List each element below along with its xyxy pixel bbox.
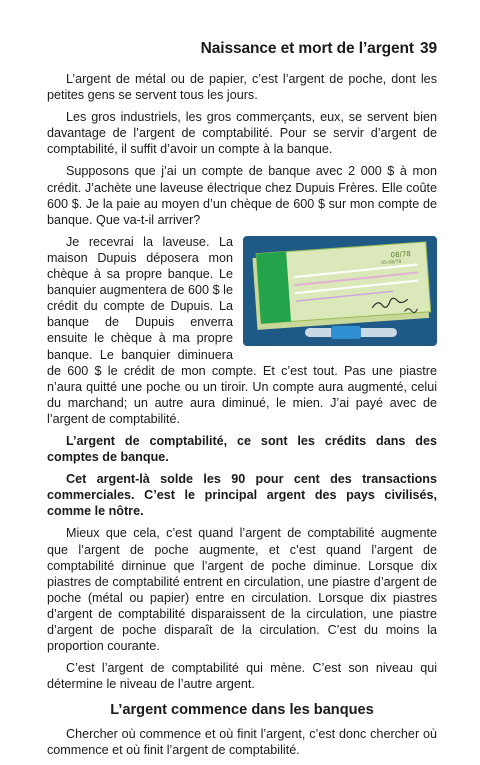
wrapped-section: [47, 234, 437, 427]
paragraph-1: L’argent de métal ou de papier, c’est l’argent de poche, dont les petites gens se servent tous les jours.: [47, 72, 437, 103]
cheque-stub-band: [256, 252, 291, 324]
pen-grip: [331, 326, 361, 339]
cheque-date: 08/78: [390, 249, 412, 260]
running-header: [47, 40, 437, 58]
cheque-image: [243, 236, 437, 346]
section-heading: L’argent commence dans les banques: [110, 702, 374, 719]
chapter-title: Naissance et mort de l’argent: [200, 40, 414, 57]
paragraph-5: Mieux que cela, c’est quand l’argent de comptabilité augmente que l’argent de poche augmente, et c’est quand l’argent de comptabilité dirninue que l’argent de poche diminue. Lorsque dix piastres de comptabilité entrent en circulation, une piastre d’argent de poche (métal ou papier) entre en circulation. Lorsque dix piastres d’argent de comptabilité disparaissent de la circulation, une piastre d’argent de poche disparaît de la circulation. C’est du moins la proportion courante.: [47, 526, 437, 654]
cheque-illustration: [243, 236, 437, 346]
paragraph-7: Chercher où commence et où finit l’argent, c’est donc chercher où commence et où finit l’argent de comptabilité.: [47, 727, 437, 758]
paragraph-3: Supposons que j’ai un compte de banque avec 2 000 $ à mon crédit. J’achète une laveuse électrique chez Dupuis Frères. Elle coûte 600 $. Je la paie au moyen d’un chèque de 600 $ sur mon compte de banque. Que va-t-il arriver?: [47, 164, 437, 227]
bold-paragraph-1: L’argent de comptabilité, ce sont les crédits dans des comptes de banque.: [47, 433, 437, 465]
page-number: 39: [419, 40, 437, 57]
bold-paragraph-2: Cet argent-là solde les 90 pour cent des transactions commerciales. C’est le principal argent des pays civilisés, comme le nôtre.: [47, 472, 437, 519]
page: [47, 40, 437, 765]
paragraph-6: C’est l’argent de comptabilité qui mène. C’est son niveau qui détermine le niveau de l’autre argent.: [47, 661, 437, 692]
paragraph-2: Les gros industriels, les gros commerçants, eux, se servent bien davantage de l’argent de comptabilité. Pour se servir d’argent de comptabilité, il suffit d’avoir un compte à la banque.: [47, 110, 437, 157]
cheque: [252, 242, 431, 330]
cheque-small-text: 05-08/78: [381, 259, 402, 266]
paragraph-4: Je recevrai la laveuse. La maison Dupuis déposera mon chèque à sa propre banque. Le banquier augmentera de 600 $ le crédit du compte de Dupuis. La banque de Dupuis enverra ensuite le chèque à ma propre banque. Le banquier diminuera de 600 $ le crédit de mon compte. Et c’est tout. Pas une piastre n’aura quitté une poche ou un tiroir. Un compte aura augmenté, celui du marchand; un autre aura diminué, le mien. J’ai payé avec de l’argent de comptabilité.: [47, 234, 437, 426]
